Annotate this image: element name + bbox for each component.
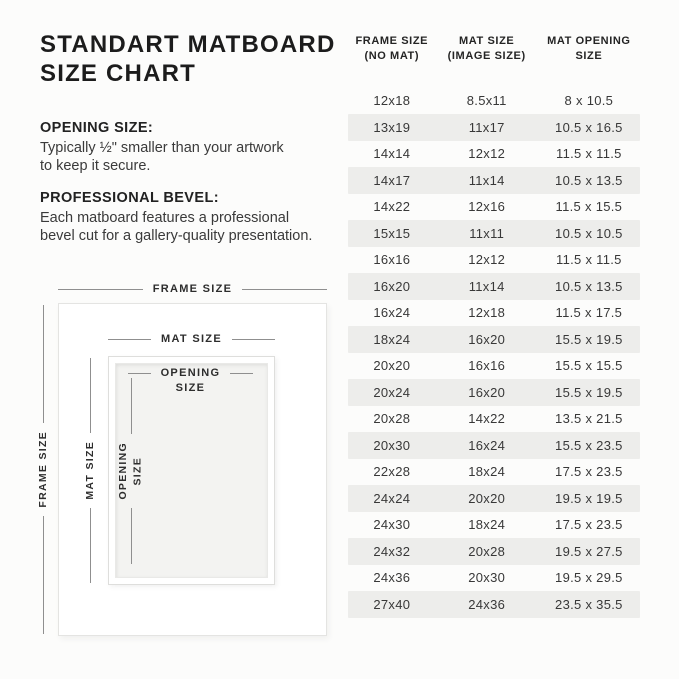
mat-size-cell: 11x11 xyxy=(469,225,505,241)
frame-size-cell: 16x20 xyxy=(373,278,411,294)
mat-size-cell: 20x28 xyxy=(468,543,506,559)
frame-size-vertical-label: FRAME SIZE xyxy=(36,305,50,634)
mat-opening-cell: 10.5 x 13.5 xyxy=(555,172,623,188)
mat-size-cell: 14x22 xyxy=(468,411,506,427)
table-row xyxy=(348,88,640,115)
frame-size-cell: 24x30 xyxy=(373,517,411,533)
mat-size-cell: 16x24 xyxy=(468,437,506,453)
opening-size-vertical-label: OPENING SIZE xyxy=(118,378,144,564)
table-row xyxy=(348,273,640,300)
frame-size-cell: 24x32 xyxy=(373,543,411,559)
page-title-line2: SIZE CHART xyxy=(40,60,196,88)
table-row xyxy=(348,353,640,380)
frame-size-cell: 18x24 xyxy=(373,331,411,347)
table-row xyxy=(348,114,640,141)
table-row xyxy=(348,379,640,406)
mat-opening-cell: 11.5 x 11.5 xyxy=(556,252,622,268)
frame-size-cell: 14x22 xyxy=(373,199,411,215)
frame-size-cell: 14x14 xyxy=(373,146,411,162)
mat-size-cell: 16x20 xyxy=(468,384,506,400)
table-row xyxy=(348,538,640,565)
mat-size-cell: 11x14 xyxy=(468,278,505,294)
opening-size-section xyxy=(40,120,350,175)
table-row xyxy=(348,300,640,327)
mat-size-cell: 12x12 xyxy=(468,252,506,268)
mat-size-cell: 11x14 xyxy=(468,172,505,188)
mat-opening-cell: 13.5 x 21.5 xyxy=(555,411,623,427)
opening-size-body: Typically ½" smaller than your artwork to keep it secure. xyxy=(40,140,284,175)
frame-size-cell: 13x19 xyxy=(373,119,411,135)
mat-opening-cell: 11.5 x 15.5 xyxy=(555,199,623,215)
frame-size-cell: 16x16 xyxy=(373,252,411,268)
table-row xyxy=(348,485,640,512)
header-frame-size: FRAME SIZE (NO MAT) xyxy=(355,35,429,62)
header-mat-opening-size: MAT OPENING SIZE xyxy=(547,35,631,62)
frame-size-cell: 12x18 xyxy=(373,93,411,109)
table-row xyxy=(348,247,640,274)
table-row xyxy=(348,512,640,539)
table-row xyxy=(348,167,640,194)
mat-opening-cell: 17.5 x 23.5 xyxy=(555,517,623,533)
mat-size-cell: 20x20 xyxy=(468,490,506,506)
mat-opening-cell: 11.5 x 17.5 xyxy=(555,305,623,321)
table-row xyxy=(348,565,640,592)
page-title-line1: STANDART MATBOARD xyxy=(40,31,336,58)
mat-opening-cell: 19.5 x 27.5 xyxy=(555,543,623,559)
table-row xyxy=(348,141,640,168)
table-row xyxy=(348,591,640,618)
mat-size-cell: 16x20 xyxy=(468,331,506,347)
frame-size-cell: 24x24 xyxy=(373,490,411,506)
mat-size-cell: 12x12 xyxy=(468,146,506,162)
mat-opening-cell: 15.5 x 19.5 xyxy=(555,384,623,400)
frame-size-cell: 27x40 xyxy=(373,596,411,612)
mat-opening-cell: 17.5 x 23.5 xyxy=(555,464,623,480)
table-row xyxy=(348,220,640,247)
mat-opening-cell: 8 x 10.5 xyxy=(564,93,614,109)
frame-size-cell: 20x30 xyxy=(373,437,411,453)
size-table-body xyxy=(348,88,640,618)
frame-size-cell: 22x28 xyxy=(373,464,411,480)
mat-size-cell: 12x16 xyxy=(468,199,506,215)
mat-size-cell: 20x30 xyxy=(468,570,506,586)
table-row xyxy=(348,459,640,486)
size-table xyxy=(348,34,640,618)
mat-opening-cell: 15.5 x 19.5 xyxy=(555,331,623,347)
opening-size-horizontal-label: OPENING SIZE xyxy=(128,366,253,396)
mat-size-cell: 12x18 xyxy=(468,305,506,321)
opening-size-heading: OPENING SIZE: xyxy=(40,120,154,136)
mat-opening-cell: 10.5 x 10.5 xyxy=(555,225,623,241)
professional-bevel-section xyxy=(40,190,350,245)
table-row xyxy=(348,194,640,221)
mat-opening-cell: 19.5 x 19.5 xyxy=(555,490,623,506)
page-title xyxy=(40,30,350,89)
table-row xyxy=(348,406,640,433)
frame-size-cell: 20x28 xyxy=(373,411,411,427)
frame-size-cell: 20x20 xyxy=(373,358,411,374)
professional-bevel-heading: PROFESSIONAL BEVEL: xyxy=(40,190,219,206)
mat-opening-cell: 10.5 x 13.5 xyxy=(555,278,623,294)
frame-size-horizontal-label: FRAME SIZE xyxy=(58,283,327,295)
mat-size-cell: 16x16 xyxy=(468,358,506,374)
mat-size-cell: 18x24 xyxy=(468,517,506,533)
mat-opening-cell: 19.5 x 29.5 xyxy=(555,570,623,586)
professional-bevel-body: Each matboard features a professional bevel cut for a gallery-quality presentation. xyxy=(40,210,313,245)
mat-opening-cell: 10.5 x 16.5 xyxy=(555,119,623,135)
mat-opening-cell: 15.5 x 23.5 xyxy=(555,437,623,453)
mat-size-horizontal-label: MAT SIZE xyxy=(108,333,275,345)
table-row xyxy=(348,326,640,353)
frame-size-cell: 15x15 xyxy=(373,225,411,241)
frame-size-cell: 24x36 xyxy=(373,570,411,586)
mat-opening-cell: 11.5 x 11.5 xyxy=(556,146,622,162)
mat-size-cell: 18x24 xyxy=(468,464,506,480)
size-table-header xyxy=(348,34,640,64)
frame-size-cell: 20x24 xyxy=(373,384,411,400)
mat-size-cell: 11x17 xyxy=(468,119,505,135)
table-row xyxy=(348,432,640,459)
frame-size-cell: 14x17 xyxy=(373,172,411,188)
mat-size-cell: 8.5x11 xyxy=(466,93,507,109)
mat-size-vertical-label: MAT SIZE xyxy=(83,358,97,583)
mat-opening-cell: 15.5 x 15.5 xyxy=(555,358,623,374)
frame-size-cell: 16x24 xyxy=(373,305,411,321)
mat-opening-cell: 23.5 x 35.5 xyxy=(555,596,623,612)
mat-size-cell: 24x36 xyxy=(468,596,506,612)
header-mat-size: MAT SIZE (IMAGE SIZE) xyxy=(447,35,526,62)
